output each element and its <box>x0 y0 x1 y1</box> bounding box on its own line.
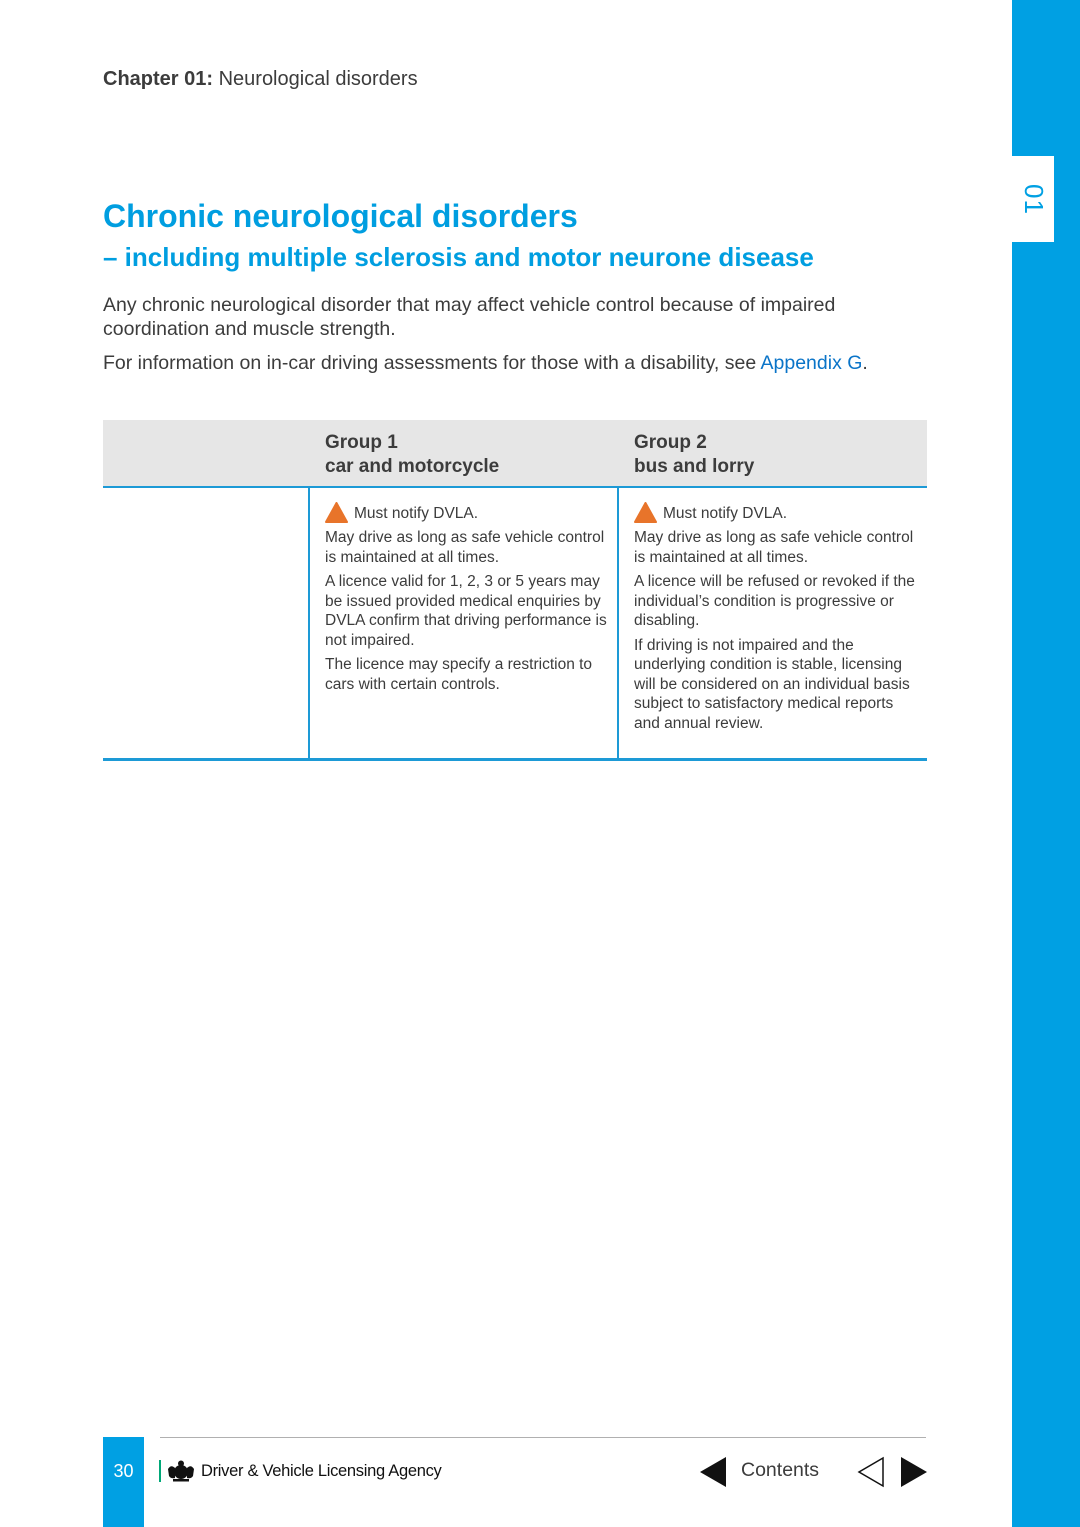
breadcrumb <box>103 68 418 91</box>
group1-paragraph-1: May drive as long as safe vehicle control is maintained at all times. <box>325 529 605 566</box>
chapter-tab-number: 01 <box>1018 183 1049 215</box>
table-header-empty-cell <box>103 420 310 486</box>
agency-logo <box>159 1460 442 1482</box>
warning-triangle-icon <box>325 502 348 523</box>
group1-header <box>310 420 619 486</box>
intro-paragraph-2-prefix: For information on in-car driving assessments for those with a disability, see <box>103 352 761 374</box>
standards-table <box>103 420 927 761</box>
group1-notify-text: Must notify DVLA. <box>354 504 479 522</box>
group2-paragraph-3: If driving is not impaired and the underlying condition is stable, licensing will be considered on an individual basis subject to satisfactory medical reports and annual review. <box>634 636 910 732</box>
group2-cell <box>619 488 927 758</box>
group2-header <box>619 420 927 486</box>
group2-notify <box>634 502 919 523</box>
page-subtitle: – including multiple sclerosis and motor neurone disease <box>103 242 814 272</box>
intro-paragraph-1: Any chronic neurological disorder that may affect vehicle control because of impaired coordination and muscle strength. <box>103 294 836 340</box>
page-number: 30 <box>113 1461 134 1481</box>
page-number-box <box>103 1437 144 1527</box>
footer-rule <box>160 1437 926 1438</box>
previous-arrow-icon[interactable] <box>699 1456 727 1488</box>
chapter-tab[interactable] <box>1012 156 1054 242</box>
group1-title: Group 1 <box>325 432 398 453</box>
table-row-empty-cell <box>103 488 310 758</box>
warning-triangle-icon <box>634 502 657 523</box>
group1-subtitle: car and motorcycle <box>325 456 500 477</box>
group1-paragraph-3: The licence may specify a restriction to cars with certain controls. <box>325 656 593 693</box>
intro-text <box>103 293 903 385</box>
next-arrow-icon[interactable] <box>900 1456 928 1488</box>
group2-paragraph-2: A licence will be refused or revoked if the individual’s condition is progressive or disabling. <box>634 573 915 629</box>
group1-notify <box>325 502 609 523</box>
page-title: Chronic neurological disorders <box>103 198 578 234</box>
group1-cell <box>310 488 619 758</box>
crest-icon <box>167 1460 195 1482</box>
agency-name: Driver & Vehicle Licensing Agency <box>201 1461 442 1480</box>
intro-paragraph-2-suffix: . <box>862 352 868 374</box>
intro-paragraph-2 <box>103 351 903 375</box>
back-outline-arrow-icon[interactable] <box>857 1456 885 1488</box>
group1-paragraph-2: A licence valid for 1, 2, 3 or 5 years may be issued provided medical enquiries by DVLA confirm that driving performance is not impaired. <box>325 573 607 649</box>
appendix-g-link[interactable]: Appendix G <box>760 352 863 374</box>
group2-paragraph-1: May drive as long as safe vehicle control is maintained at all times. <box>634 529 914 566</box>
contents-link[interactable]: Contents <box>741 1459 820 1481</box>
table-header <box>103 420 927 488</box>
agency-logo-bar <box>159 1460 161 1482</box>
group2-notify-text: Must notify DVLA. <box>663 504 788 522</box>
table-row <box>103 488 927 761</box>
group2-subtitle: bus and lorry <box>634 456 755 477</box>
group2-title: Group 2 <box>634 432 707 453</box>
breadcrumb-chapter-label: Chapter 01: <box>103 68 214 90</box>
breadcrumb-chapter-name: Neurological disorders <box>213 68 418 90</box>
